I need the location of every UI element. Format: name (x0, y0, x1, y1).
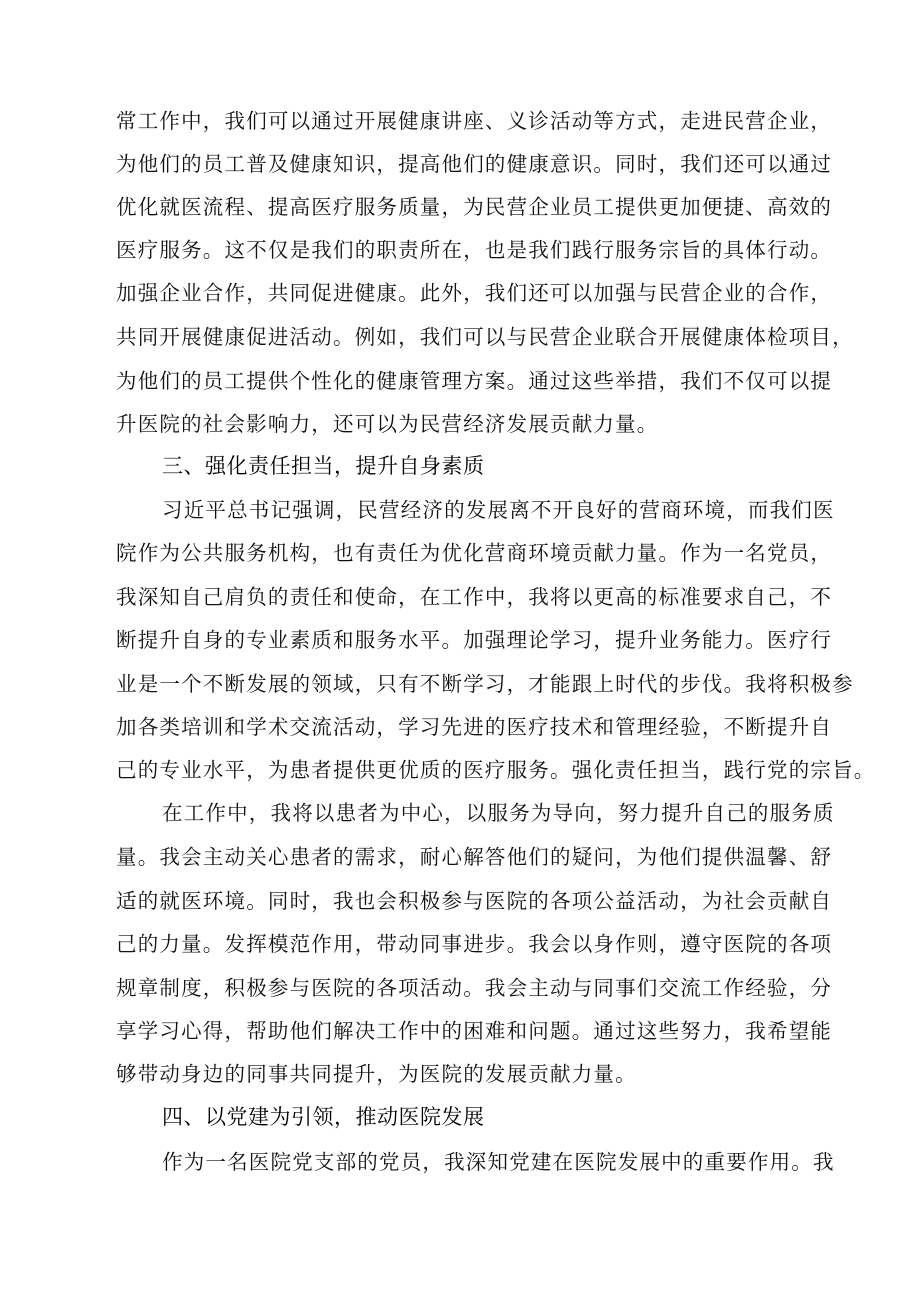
text-line: 我深知自己肩负的责任和使命，在工作中，我将以更高的标准要求自己，不 (116, 585, 833, 609)
text-line: 在工作中，我将以患者为中心，以服务为导向，努力提升自己的服务质 (162, 801, 835, 825)
text-line: 断提升自身的专业素质和服务水平。加强理论学习，提升业务能力。医疗行 (116, 628, 833, 652)
text-line: 量。我会主动关心患者的需求，耐心解答他们的疑问，为他们提供温馨、舒 (116, 845, 833, 869)
text-line: 院作为公共服务机构，也有责任为优化营商环境贡献力量。作为一名党员， (116, 541, 833, 565)
text-line: 己的专业水平，为患者提供更优质的医疗服务。强化责任担当，践行党的宗旨。 (116, 758, 876, 782)
text-line: 升医院的社会影响力，还可以为民营经济发展贡献力量。 (116, 412, 659, 436)
text-line: 规章制度，积极参与医院的各项活动。我会主动与同事们交流工作经验，分 (116, 976, 833, 1000)
text-line: 常工作中，我们可以通过开展健康讲座、义诊活动等方式，走进民营企业， (116, 109, 833, 133)
text-line: 作为一名医院党支部的党员，我深知党建在医院发展中的重要作用。我 (162, 1150, 835, 1174)
text-line: 习近平总书记强调，民营经济的发展离不开良好的营商环境，而我们医 (162, 498, 835, 522)
text-line: 适的就医环境。同时，我也会积极参与医院的各项公益活动，为社会贡献自 (116, 889, 833, 913)
text-line: 加各类培训和学术交流活动，学习先进的医疗技术和管理经验，不断提升自 (116, 715, 833, 739)
text-line: 为他们的员工普及健康知识，提高他们的健康意识。同时，我们还可以通过 (116, 152, 833, 176)
text-line: 加强企业合作，共同促进健康。此外，我们还可以加强与民营企业的合作， (116, 281, 833, 305)
text-line: 够带动身边的同事共同提升，为医院的发展贡献力量。 (116, 1062, 637, 1086)
section-heading-3: 三、强化责任担当，提升自身素质 (162, 454, 485, 478)
text-line: 优化就医流程、提高医疗服务质量，为民营企业员工提供更加便捷、高效的 (116, 195, 833, 219)
text-line: 共同开展健康促进活动。例如，我们可以与民营企业联合开展健康体检项目， (116, 325, 854, 349)
text-line: 为他们的员工提供个性化的健康管理方案。通过这些举措，我们不仅可以提 (116, 369, 833, 393)
section-heading-4: 四、以党建为引领，推动医院发展 (162, 1105, 485, 1129)
text-line: 医疗服务。这不仅是我们的职责所在，也是我们践行服务宗旨的具体行动。 (116, 238, 833, 262)
text-line: 己的力量。发挥模范作用，带动同事进步。我会以身作则，遵守医院的各项 (116, 932, 833, 956)
text-line: 享学习心得，帮助他们解决工作中的困难和问题。通过这些努力，我希望能 (116, 1019, 833, 1043)
text-line: 业是一个不断发展的领域，只有不断学习，才能跟上时代的步伐。我将积极参 (116, 672, 854, 696)
